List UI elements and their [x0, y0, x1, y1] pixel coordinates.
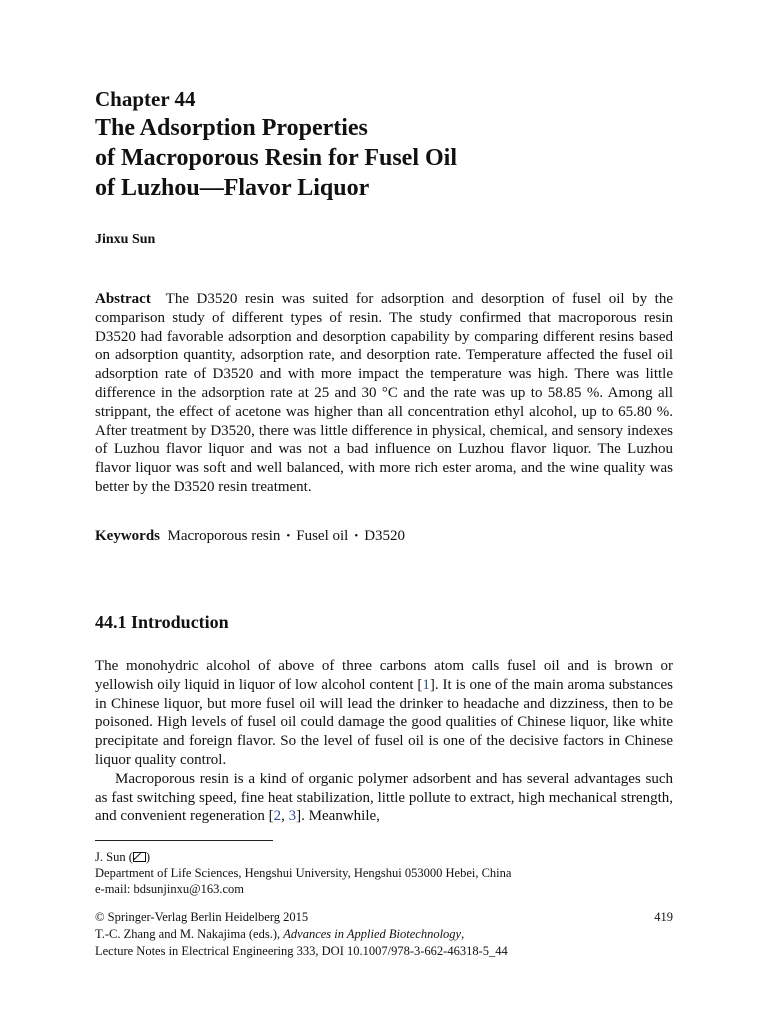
abstract-text: The D3520 resin was suited for adsorption and desorption of fusel oil by the comparison study of different types of resin. The study confirmed that macroporous resin D3520 had favorable adsorption and desorption capability by comparing different resins based on adsorption quantity, adsorption rate, and desorption rate. Temperature affected the fusel oil adsorption rate of D3520 and with more impact the temperature was high. There was little difference in the adsorption rate at 25 and 30 °C and the rate was up to 58.85 %. Among all strippant, the effect of acetone was higher than all concentration ethyl alcohol, up to 65.80 %. After treatment by D3520, there was little difference in physical, chemical, and sensory indexes of Luzhou flavor liquor and was not a bad influence on Luzhou flavor liquor. The Luzhou flavor liquor was soft and well balanced, with more rich ester aroma, and the wine quality was better by the D3520 resin treatment.	[95, 291, 673, 495]
paragraph	[95, 657, 673, 770]
keyword: D3520	[364, 528, 406, 544]
keyword: Macroporous resin	[167, 528, 281, 544]
abstract	[95, 290, 673, 497]
text-span: ]. Meanwhile,	[296, 808, 380, 825]
book-title: Advances in Applied Biotechnology	[283, 927, 462, 941]
keyword-separator: •	[286, 530, 291, 542]
footnote-email: e-mail: bdsunjinxu@163.com	[95, 882, 244, 896]
citation-link[interactable]: 3	[288, 808, 297, 825]
citation-link[interactable]: 2	[273, 808, 282, 825]
text-span: T.-C. Zhang and M. Nakajima (eds.),	[95, 927, 284, 941]
text-span: ]. It is one of the main aroma substances in Chinese liquor, but more fusel oil will lead the drinker to headache and dizziness, then to be poisoned. High levels of fusel oil could damage the good qualities of Chinese liquor, like white precipitate and foreign flavor. So the level of fusel oil is one of the decisive factors in Chinese liquor quality control.	[95, 676, 673, 768]
copyright-text: © Springer-Verlag Berlin Heidelberg 2015	[95, 910, 309, 924]
keywords	[95, 528, 405, 545]
paragraph	[95, 770, 673, 826]
title-line: The Adsorption Properties	[95, 115, 368, 141]
chapter-title	[95, 113, 457, 203]
text-span: ,	[281, 808, 289, 825]
text-span: Macroporous resin is a kind of organic polymer adsorbent and has several advantages such as fast switching speed, fine heat stabilization, little pollute to extract, high mechanical strength, and convenient regeneration [	[95, 770, 673, 825]
chapter-number: Chapter 44	[95, 87, 196, 111]
footnote-author	[95, 849, 673, 865]
text-span: ,	[461, 927, 465, 941]
envelope-icon	[133, 852, 146, 862]
footnote-affiliation: Department of Life Sciences, Hengshui University, Hengshui 053000 Hebei, China	[95, 866, 512, 880]
book-citation	[95, 926, 673, 943]
footnote-rule	[95, 840, 273, 841]
footnote	[95, 849, 673, 897]
keywords-label: Keywords	[95, 528, 160, 544]
title-line: of Luzhou—Flavor Liquor	[95, 175, 370, 201]
text-span: )	[145, 850, 151, 864]
abstract-label: Abstract	[95, 291, 151, 307]
citation-link[interactable]: 1	[422, 676, 430, 693]
section-heading: 44.1 Introduction	[95, 612, 229, 632]
page-number: 419	[654, 910, 673, 924]
keyword: Fusel oil	[296, 528, 349, 544]
series-doi: Lecture Notes in Electrical Engineering 333, DOI 10.1007/978-3-662-46318-5_44	[95, 944, 508, 958]
copyright-line	[95, 909, 673, 926]
copyright-block	[95, 909, 673, 960]
introduction-body	[95, 657, 673, 826]
keyword-separator: •	[354, 530, 359, 542]
title-line: of Macroporous Resin for Fusel Oil	[95, 145, 457, 171]
text-span: J. Sun (	[95, 850, 133, 864]
author-name: Jinxu Sun	[95, 232, 156, 247]
text-span: The monohydric alcohol of above of three carbons atom calls fusel oil and is brown or yellowish oily liquid in liquor of low alcohol content [	[95, 658, 673, 693]
